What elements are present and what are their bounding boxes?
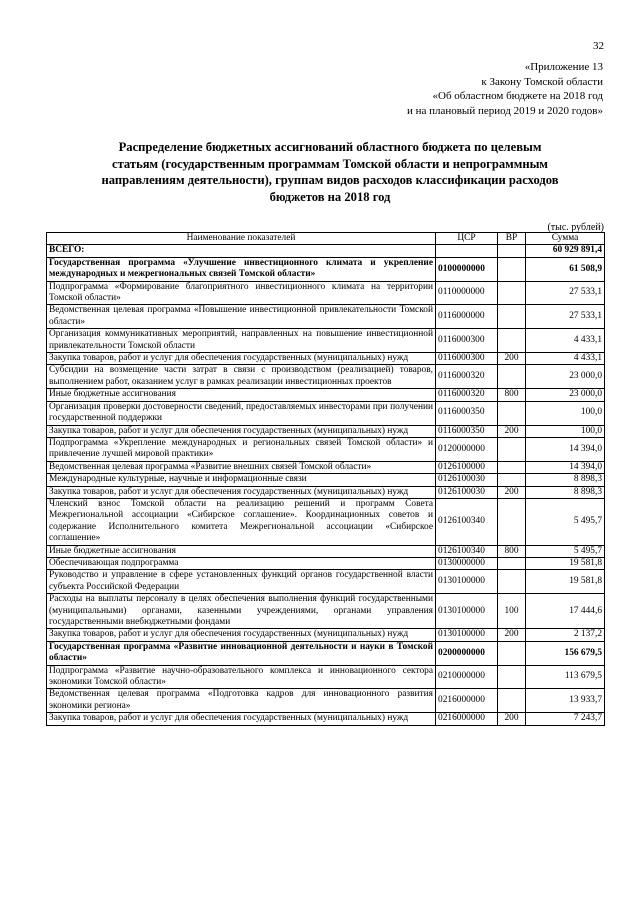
table-row	[47, 389, 605, 401]
row-csr: 0116000000	[436, 305, 498, 329]
row-csr: 0130000000	[436, 557, 498, 569]
row-sum: 5 495,7	[526, 498, 605, 545]
row-vr	[498, 401, 526, 425]
table-row	[47, 594, 605, 629]
row-sum: 4 433,1	[526, 353, 605, 365]
row-vr: 200	[498, 353, 526, 365]
row-vr: 200	[498, 629, 526, 641]
row-name: Иные бюджетные ассигнования	[47, 545, 436, 557]
row-name: ВСЕГО:	[47, 245, 436, 257]
table-row	[47, 329, 605, 353]
row-sum: 14 394,0	[526, 437, 605, 461]
row-sum: 19 581,8	[526, 570, 605, 594]
row-csr: 0130100000	[436, 629, 498, 641]
row-sum: 8 898,3	[526, 486, 605, 498]
row-sum: 2 137,2	[526, 629, 605, 641]
row-csr: 0116000320	[436, 389, 498, 401]
row-vr	[498, 245, 526, 257]
row-name: Закупка товаров, работ и услуг для обеспечения государственных (муниципальных) нужд	[47, 425, 436, 437]
appendix-line: «Об областном бюджете на 2018 год	[432, 90, 603, 102]
row-csr: 0126100000	[436, 461, 498, 473]
row-csr	[436, 245, 498, 257]
row-sum: 27 533,1	[526, 305, 605, 329]
header-name: Наименование показателей	[47, 233, 436, 245]
table-row	[47, 425, 605, 437]
title-line: статьям (государственным программам Томской области и непрограммным	[111, 156, 548, 171]
table-row	[47, 713, 605, 725]
row-csr: 0110000000	[436, 281, 498, 305]
table-row	[47, 474, 605, 486]
row-csr: 0100000000	[436, 257, 498, 281]
row-name: Обеспечивающая подпрограмма	[47, 557, 436, 569]
row-csr: 0130100000	[436, 570, 498, 594]
row-sum: 8 898,3	[526, 474, 605, 486]
row-csr: 0216000000	[436, 713, 498, 725]
row-name: Руководство и управление в сфере установленных функций органов государственной власти субъекта Российской Федерации	[47, 570, 436, 594]
appendix-header	[407, 60, 603, 118]
row-vr	[498, 665, 526, 689]
table-row	[47, 401, 605, 425]
appendix-line: и на плановый период 2019 и 2020 годов»	[406, 104, 603, 117]
row-name: Подпрограмма «Укрепление международных и региональных связей Томской области» и привлечение лучшей мировой практики»	[47, 437, 436, 461]
row-sum: 17 444,6	[526, 594, 605, 629]
row-vr: 200	[498, 486, 526, 498]
row-vr	[498, 474, 526, 486]
row-csr: 0116000300	[436, 329, 498, 353]
row-csr: 0216000000	[436, 689, 498, 713]
document-title	[60, 139, 600, 205]
row-name: Подпрограмма «Развитие научно-образовательного комплекса и инновационного сектора экономики Томской области»	[47, 665, 436, 689]
row-sum: 100,0	[526, 401, 605, 425]
title-line: Распределение бюджетных ассигнований областного бюджета по целевым	[118, 140, 542, 154]
header-vr: ВР	[498, 233, 526, 245]
row-sum: 60 929 891,4	[526, 245, 605, 257]
title-line: направлениям деятельности), группам видов расходов классификации расходов	[101, 173, 559, 187]
row-sum: 27 533,1	[526, 281, 605, 305]
table-row	[47, 437, 605, 461]
units-label: (тыс. рублей)	[547, 222, 604, 233]
row-name: Ведомственная целевая программа «Повышение инвестиционной привлекательности Томской области»	[47, 305, 436, 329]
row-sum: 61 508,9	[526, 257, 605, 281]
row-vr	[498, 557, 526, 569]
table-row	[47, 557, 605, 569]
row-csr: 0126100030	[436, 474, 498, 486]
row-name: Расходы на выплаты персоналу в целях обеспечения выполнения функций государственными (муниципальными) органами, казенными учреждениями, органами управления государственными внебюджетными фондами	[47, 594, 436, 629]
row-name: Международные культурные, научные и информационные связи	[47, 474, 436, 486]
table-row	[47, 689, 605, 713]
table-row	[47, 629, 605, 641]
appendix-line: к Закону Томской области	[481, 75, 603, 88]
row-name: Государственная программа «Улучшение инвестиционного климата и укрепление международных и межрегиональных связей Томской области»	[47, 257, 436, 281]
row-name: Подпрограмма «Формирование благоприятного инвестиционного климата на территории Томской области»	[47, 281, 436, 305]
row-name: Закупка товаров, работ и услуг для обеспечения государственных (муниципальных) нужд	[47, 713, 436, 725]
row-sum: 5 495,7	[526, 545, 605, 557]
row-csr: 0126100340	[436, 545, 498, 557]
row-csr: 0116000320	[436, 365, 498, 389]
table-row-total	[47, 245, 605, 257]
row-name: Закупка товаров, работ и услуг для обеспечения государственных (муниципальных) нужд	[47, 486, 436, 498]
table-row	[47, 365, 605, 389]
row-sum: 14 394,0	[526, 461, 605, 473]
table-row	[47, 498, 605, 545]
row-csr: 0200000000	[436, 641, 498, 665]
table-header-row	[47, 233, 605, 245]
row-sum: 100,0	[526, 425, 605, 437]
row-vr	[498, 329, 526, 353]
row-name: Государственная программа «Развитие инновационной деятельности и науки в Томской области»	[47, 641, 436, 665]
table-row	[47, 486, 605, 498]
row-sum: 19 581,8	[526, 557, 605, 569]
table-row	[47, 305, 605, 329]
row-sum: 7 243,7	[526, 713, 605, 725]
table-row-program	[47, 641, 605, 665]
row-name: Ведомственная целевая программа «Развитие внешних связей Томской области»	[47, 461, 436, 473]
row-csr: 0130100000	[436, 594, 498, 629]
header-csr: ЦСР	[436, 233, 498, 245]
row-vr	[498, 461, 526, 473]
row-csr: 0116000350	[436, 401, 498, 425]
row-vr: 100	[498, 594, 526, 629]
row-vr: 200	[498, 713, 526, 725]
row-csr: 0116000300	[436, 353, 498, 365]
row-sum: 13 933,7	[526, 689, 605, 713]
row-vr	[498, 365, 526, 389]
row-csr: 0126100030	[436, 486, 498, 498]
row-vr	[498, 641, 526, 665]
row-sum: 156 679,5	[526, 641, 605, 665]
row-vr	[498, 689, 526, 713]
row-vr: 800	[498, 389, 526, 401]
table-row	[47, 570, 605, 594]
row-sum: 23 000,0	[526, 389, 605, 401]
page-number: 32	[593, 40, 604, 52]
row-vr: 200	[498, 425, 526, 437]
row-sum: 113 679,5	[526, 665, 605, 689]
header-sum: Сумма	[526, 233, 605, 245]
table-row	[47, 665, 605, 689]
row-vr	[498, 257, 526, 281]
appendix-line: «Приложение 13	[524, 61, 603, 73]
row-name: Субсидии на возмещение части затрат в связи с производством (реализацией) товаров, выполнением работ, оказанием услуг в рамках реализации инвестиционных проектов	[47, 365, 436, 389]
row-csr: 0120000000	[436, 437, 498, 461]
row-vr	[498, 570, 526, 594]
budget-table	[46, 232, 605, 726]
row-name: Организация коммуникативных мероприятий, направленных на повышение инвестиционной привлекательности Томской области	[47, 329, 436, 353]
row-name: Закупка товаров, работ и услуг для обеспечения государственных (муниципальных) нужд	[47, 629, 436, 641]
row-csr: 0210000000	[436, 665, 498, 689]
table-row	[47, 353, 605, 365]
row-name: Ведомственная целевая программа «Подготовка кадров для инновационного развития экономики региона»	[47, 689, 436, 713]
row-vr	[498, 305, 526, 329]
row-vr: 800	[498, 545, 526, 557]
row-sum: 4 433,1	[526, 329, 605, 353]
table-row	[47, 281, 605, 305]
row-name: Закупка товаров, работ и услуг для обеспечения государственных (муниципальных) нужд	[47, 353, 436, 365]
table-row	[47, 545, 605, 557]
row-name: Иные бюджетные ассигнования	[47, 389, 436, 401]
row-csr: 0126100340	[436, 498, 498, 545]
row-sum: 23 000,0	[526, 365, 605, 389]
row-vr	[498, 498, 526, 545]
table-row	[47, 461, 605, 473]
row-vr	[498, 437, 526, 461]
row-vr	[498, 281, 526, 305]
row-name: Членский взнос Томской области на реализацию решений и программ Совета Межрегиональной ассоциации «Сибирское соглашение». Координационных советов и содержание Исполнительного комитета Межрегиональной ассоциации «Сибирское соглашение»	[47, 498, 436, 545]
title-line: бюджетов на 2018 год	[269, 189, 391, 204]
row-name: Организация проверки достоверности сведений, предоставляемых инвесторами при получении государственной поддержки	[47, 401, 436, 425]
row-csr: 0116000350	[436, 425, 498, 437]
table-row-program	[47, 257, 605, 281]
